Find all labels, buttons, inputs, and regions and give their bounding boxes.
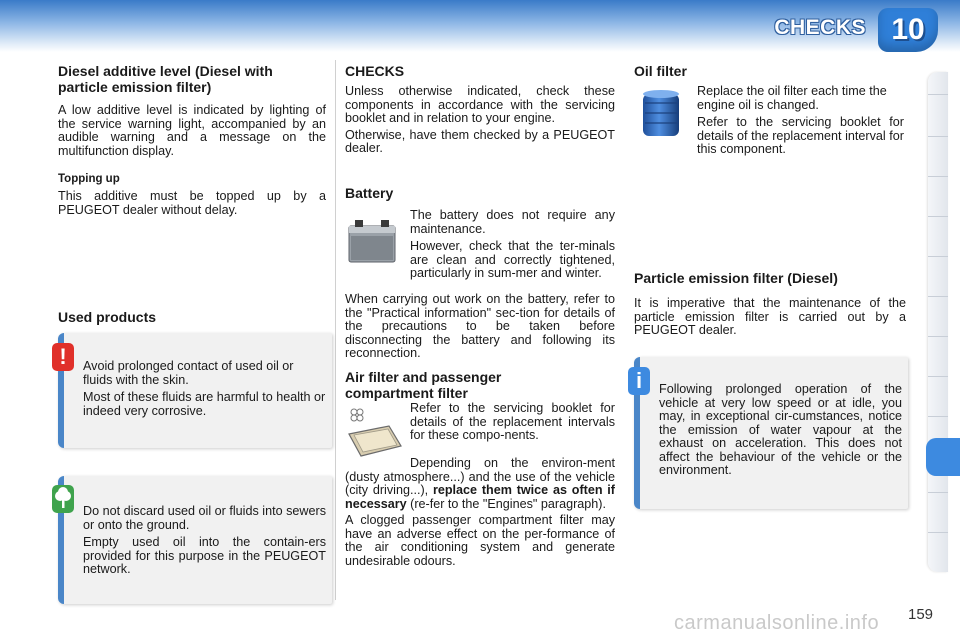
paragraph: A low additive level is indicated by lighting of the service warning light, accompanied by an audible warning and a message on the multifunction display. (58, 103, 326, 158)
tab-divider (928, 256, 948, 257)
watermark: carmanualsonline.info (674, 612, 880, 634)
paragraph: A clogged passenger compartment filter may have an adverse effect on the per-formance of the air conditioning system and generate undesirable odours. (345, 513, 615, 568)
tab-divider (928, 94, 948, 95)
section-heading: Particle emission filter (Diesel) (634, 270, 838, 286)
section-heading: Battery (345, 185, 394, 201)
checks-section (345, 63, 615, 156)
air-filter-icon (345, 404, 405, 460)
paragraph: Unless otherwise indicated, check these components in accordance with the servicing booklet and in relation to your engine. (345, 84, 615, 125)
tab-divider (928, 532, 948, 533)
info-note-box (634, 357, 908, 509)
paragraph: Most of these fluids are harmful to health or indeed very corrosive. (83, 390, 326, 418)
text-run: (re-fer to the "Engines" paragraph). (406, 496, 606, 511)
battery-text-full (345, 293, 615, 361)
paragraph (345, 457, 615, 511)
tab-divider (928, 296, 948, 297)
paragraph: Refer to the servicing booklet for details of the replacement intervals for these compo-nents. (410, 401, 615, 442)
air-filter-text (410, 402, 615, 443)
tree-icon (52, 485, 74, 513)
emphasis-text: replace them twice as often if necessary (345, 483, 615, 511)
tab-divider (928, 136, 948, 137)
section-heading: CHECKS (345, 63, 405, 79)
chapter-badge: 10 (878, 8, 938, 52)
paragraph: Replace the oil filter each time the engine oil is changed. (697, 84, 887, 112)
diesel-additive-section (58, 63, 326, 217)
chapter-tab-active[interactable] (926, 438, 960, 476)
section-heading: Oil filter (634, 63, 687, 79)
tab-divider (928, 336, 948, 337)
text-run: Depending on the environ-ment (dusty atmosphere...) and the use of the vehicle (city driving...), (345, 456, 615, 497)
info-icon: i (628, 367, 650, 395)
tab-divider (928, 216, 948, 217)
battery-text (410, 209, 615, 281)
used-products-section (58, 309, 326, 325)
page-title: CHECKS (774, 16, 866, 39)
chapter-tab-rail[interactable] (928, 72, 948, 572)
paragraph: Avoid prolonged contact of used oil or fluids with the skin. (83, 359, 294, 387)
paragraph: Following prolonged operation of the vehicle at very low speed or at idle, you may, in exceptional cir-cumstances, notice the emission of water vapour at the exhaust on acceleration. This does not affect the behaviour of the vehicle or the environment. (659, 382, 902, 477)
paragraph: Otherwise, have them checked by a PEUGEOT dealer. (345, 127, 615, 155)
section-heading: Diesel additive level (Diesel with particle emission filter) (58, 63, 273, 95)
battery-icon (345, 212, 400, 268)
oil-filter-text (697, 85, 904, 157)
paragraph: Do not discard used oil or fluids into sewers or onto the ground. (83, 504, 326, 532)
air-filter-section (345, 369, 560, 401)
warning-note-box (58, 333, 332, 448)
tab-divider (928, 376, 948, 377)
oil-filter-section (634, 63, 904, 79)
paragraph: However, check that the ter-minals are clean and correctly tightened, particularly in sum-mer and winter. (410, 239, 615, 280)
header-band (0, 0, 960, 52)
paragraph: This additive must be topped up by a PEUGEOT dealer without delay. (58, 189, 326, 217)
environment-note-box (58, 476, 332, 604)
tab-divider (928, 176, 948, 177)
tab-divider (928, 416, 948, 417)
particle-filter-section (634, 270, 906, 338)
battery-section (345, 185, 615, 201)
paragraph: The battery does not require any maintenance. (410, 208, 615, 236)
page-number: 159 (908, 606, 934, 623)
paragraph: Empty used oil into the contain-ers provided for this purpose in the PEUGEOT network. (83, 535, 326, 576)
tab-divider (928, 492, 948, 493)
column-divider (335, 60, 336, 600)
paragraph: When carrying out work on the battery, refer to the "Practical information" sec-tion for details of the precautions to be taken before disconnecting the battery and following its reconnection. (345, 292, 615, 360)
paragraph: Refer to the servicing booklet for details of the replacement interval for this component. (697, 115, 904, 156)
paragraph: It is imperative that the maintenance of the particle emission filter is carried out by a PEUGEOT dealer. (634, 296, 906, 337)
section-heading: Used products (58, 309, 157, 325)
warning-icon: ! (52, 343, 74, 371)
section-heading: Air filter and passenger compartment filter (345, 369, 502, 401)
subheading: Topping up (58, 173, 120, 185)
oil-filter-icon (640, 88, 682, 140)
air-filter-text-full (345, 457, 615, 568)
